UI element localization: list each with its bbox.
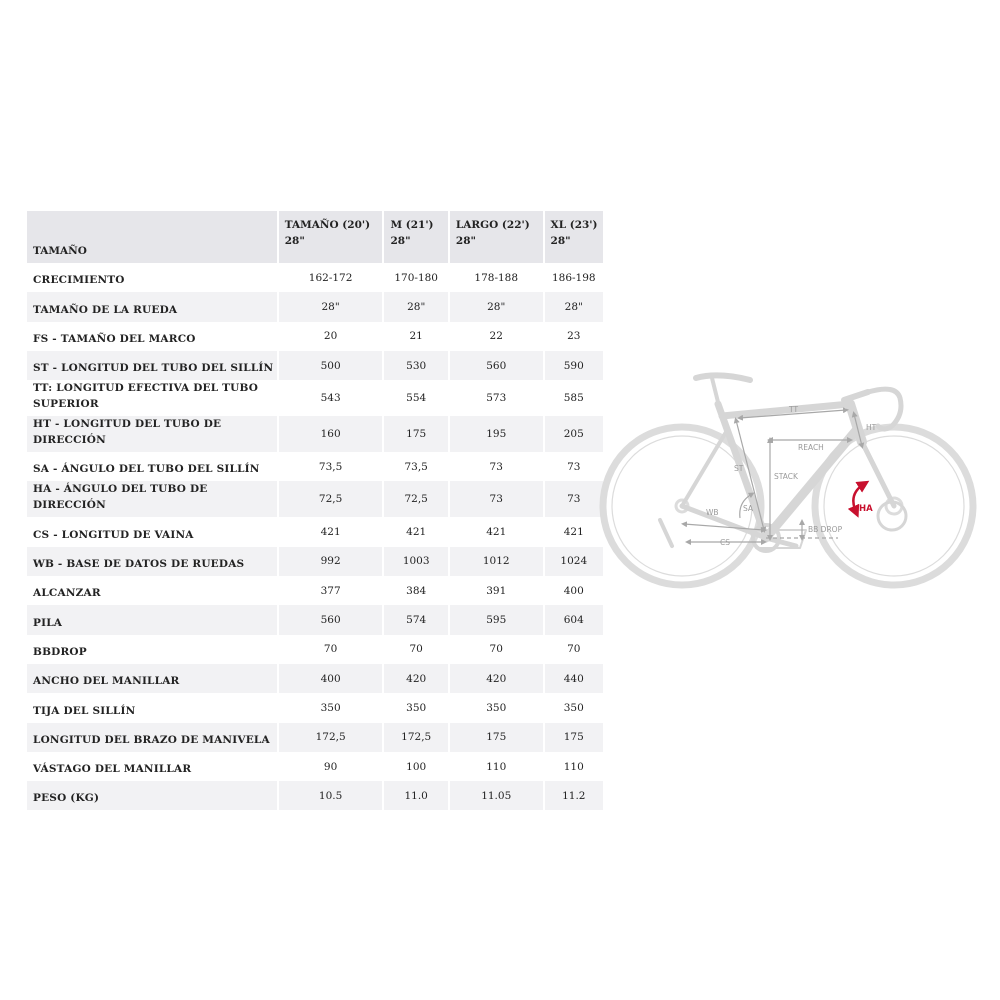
row-value: 175 (450, 723, 543, 752)
geometry-table (25, 211, 605, 810)
row-value: 70 (567, 643, 581, 656)
table-header-row (27, 211, 603, 263)
row-value: 574 (384, 605, 447, 634)
row-value: 205 (545, 416, 603, 452)
row-label: TT: LONGITUD EFECTIVA DEL TUBO SUPERIOR (33, 382, 259, 411)
row-value: 1024 (545, 547, 603, 576)
row-label: ALCANZAR (33, 587, 101, 600)
table-row (27, 292, 603, 321)
label-tt: TT (789, 405, 799, 414)
row-value: 72,5 (279, 481, 383, 517)
row-value: 384 (406, 584, 427, 597)
row-value: 420 (450, 664, 543, 693)
row-value: 560 (279, 605, 383, 634)
row-value: 421 (320, 526, 341, 539)
row-label: WB - BASE DE DATOS DE RUEDAS (27, 547, 277, 576)
size-wheel: 28" (284, 235, 305, 247)
row-value: 22 (489, 330, 503, 343)
row-value: 421 (563, 526, 584, 539)
table-row (27, 263, 603, 292)
row-value: 170-180 (394, 271, 438, 284)
label-reach: REACH (798, 443, 824, 452)
table-row (27, 605, 603, 634)
row-value: 90 (323, 760, 338, 773)
size-name: LARGO (22') (455, 219, 530, 231)
row-value: 110 (563, 760, 584, 773)
row-value: 72,5 (384, 481, 447, 517)
row-value: 73,5 (318, 460, 343, 473)
row-label: HA - ÁNGULO DEL TUBO DE DIRECCIÓN (27, 481, 277, 517)
row-label: SA - ÁNGULO DEL TUBO DEL SILLÍN (33, 463, 260, 476)
row-value: 186-198 (551, 271, 596, 284)
table-row (27, 547, 603, 576)
row-value: 73 (489, 460, 503, 473)
row-value: 110 (486, 760, 507, 773)
row-value: 21 (409, 330, 423, 343)
row-value: 560 (450, 351, 543, 380)
row-label: LONGITUD DEL BRAZO DE MANIVELA (27, 723, 277, 752)
row-value: 28" (450, 292, 543, 321)
row-label: ANCHO DEL MANILLAR (27, 664, 277, 693)
row-value: 350 (486, 701, 507, 714)
row-label: PILA (27, 605, 277, 634)
row-value: 350 (563, 701, 584, 714)
row-value: 70 (489, 643, 503, 656)
row-value: 530 (384, 351, 447, 380)
table-row (27, 781, 603, 810)
row-value: 23 (567, 330, 581, 343)
table-row (27, 635, 603, 664)
table-row (27, 517, 603, 546)
row-value: 28" (545, 292, 603, 321)
row-value: 73 (545, 481, 603, 517)
row-value: 420 (384, 664, 447, 693)
label-cs: CS (720, 538, 730, 547)
geometry-table-container (25, 211, 598, 805)
row-label: CS - LONGITUD DE VAINA (33, 528, 194, 541)
bike-diagram-svg (600, 370, 975, 602)
table-row (27, 322, 603, 351)
header-size-s (279, 211, 383, 263)
row-value: 70 (409, 643, 423, 656)
table-row (27, 416, 603, 452)
label-bb-drop: BB DROP (808, 525, 843, 534)
row-label: FS - TAMAÑO DEL MARCO (33, 332, 196, 345)
row-value: 590 (545, 351, 603, 380)
table-row (27, 576, 603, 605)
row-value: 350 (406, 701, 427, 714)
label-st: ST (734, 464, 744, 473)
table-row (27, 664, 603, 693)
size-name: M (21') (390, 219, 434, 231)
row-value: 28" (279, 292, 383, 321)
bike-geometry-diagram (600, 370, 975, 602)
row-value: 195 (450, 416, 543, 452)
row-value: 178-188 (474, 271, 519, 284)
row-value: 175 (545, 723, 603, 752)
row-value: 604 (545, 605, 603, 634)
row-value: 11.0 (384, 781, 447, 810)
label-ha: HA (859, 504, 873, 514)
row-value: 391 (486, 584, 507, 597)
row-value: 172,5 (279, 723, 383, 752)
row-value: 543 (320, 392, 341, 405)
row-label: BBDROP (33, 645, 87, 658)
row-value: 992 (279, 547, 383, 576)
row-value: 421 (406, 526, 427, 539)
row-value: 100 (406, 760, 427, 773)
row-value: 175 (384, 416, 447, 452)
row-value: 160 (279, 416, 383, 452)
label-wb: WB (706, 508, 719, 517)
row-value: 1003 (384, 547, 447, 576)
row-label: CRECIMIENTO (33, 274, 125, 287)
row-label: ST - LONGITUD DEL TUBO DEL SILLÍN (27, 351, 277, 380)
row-label: HT - LONGITUD DEL TUBO DE DIRECCIÓN (27, 416, 277, 452)
row-value: 11.05 (450, 781, 543, 810)
header-size-label: TAMAÑO (27, 211, 277, 263)
table-row (27, 481, 603, 517)
header-size-m (384, 211, 447, 263)
row-value: 440 (545, 664, 603, 693)
row-value: 20 (323, 330, 338, 343)
size-name: XL (23') (550, 219, 598, 231)
row-value: 162-172 (308, 271, 353, 284)
row-value: 554 (406, 392, 427, 405)
size-name: TAMAÑO (20') (284, 219, 371, 231)
row-label: VÁSTAGO DEL MANILLAR (33, 763, 192, 776)
row-value: 73 (567, 460, 581, 473)
label-ht: HT (866, 423, 877, 432)
table-row (27, 452, 603, 481)
label-stack: STACK (774, 472, 798, 481)
table-row (27, 693, 603, 722)
table-row (27, 723, 603, 752)
row-value: 377 (320, 584, 341, 597)
header-size-xl (545, 211, 603, 263)
row-value: 11.2 (545, 781, 603, 810)
row-label: TAMAÑO DE LA RUEDA (27, 292, 277, 321)
row-value: 28" (384, 292, 447, 321)
label-sa: SA (743, 504, 754, 513)
row-label: PESO (KG) (27, 781, 277, 810)
row-value: 500 (279, 351, 383, 380)
row-label: TIJA DEL SILLÍN (33, 704, 136, 717)
table-row (27, 380, 603, 416)
table-body (27, 263, 603, 810)
row-value: 172,5 (384, 723, 447, 752)
row-value: 73,5 (404, 460, 428, 473)
row-value: 573 (486, 392, 507, 405)
row-value: 595 (450, 605, 543, 634)
row-value: 585 (563, 392, 584, 405)
row-value: 400 (279, 664, 383, 693)
row-value: 400 (563, 584, 584, 597)
table-row (27, 351, 603, 380)
row-value: 421 (486, 526, 507, 539)
size-wheel: 28" (390, 235, 411, 247)
row-value: 73 (450, 481, 543, 517)
table-row (27, 752, 603, 781)
row-value: 70 (323, 643, 338, 656)
size-wheel: 28" (550, 235, 571, 247)
header-size-l (450, 211, 543, 263)
row-value: 350 (320, 701, 341, 714)
row-value: 1012 (450, 547, 543, 576)
size-wheel: 28" (455, 235, 476, 247)
row-value: 10.5 (279, 781, 383, 810)
